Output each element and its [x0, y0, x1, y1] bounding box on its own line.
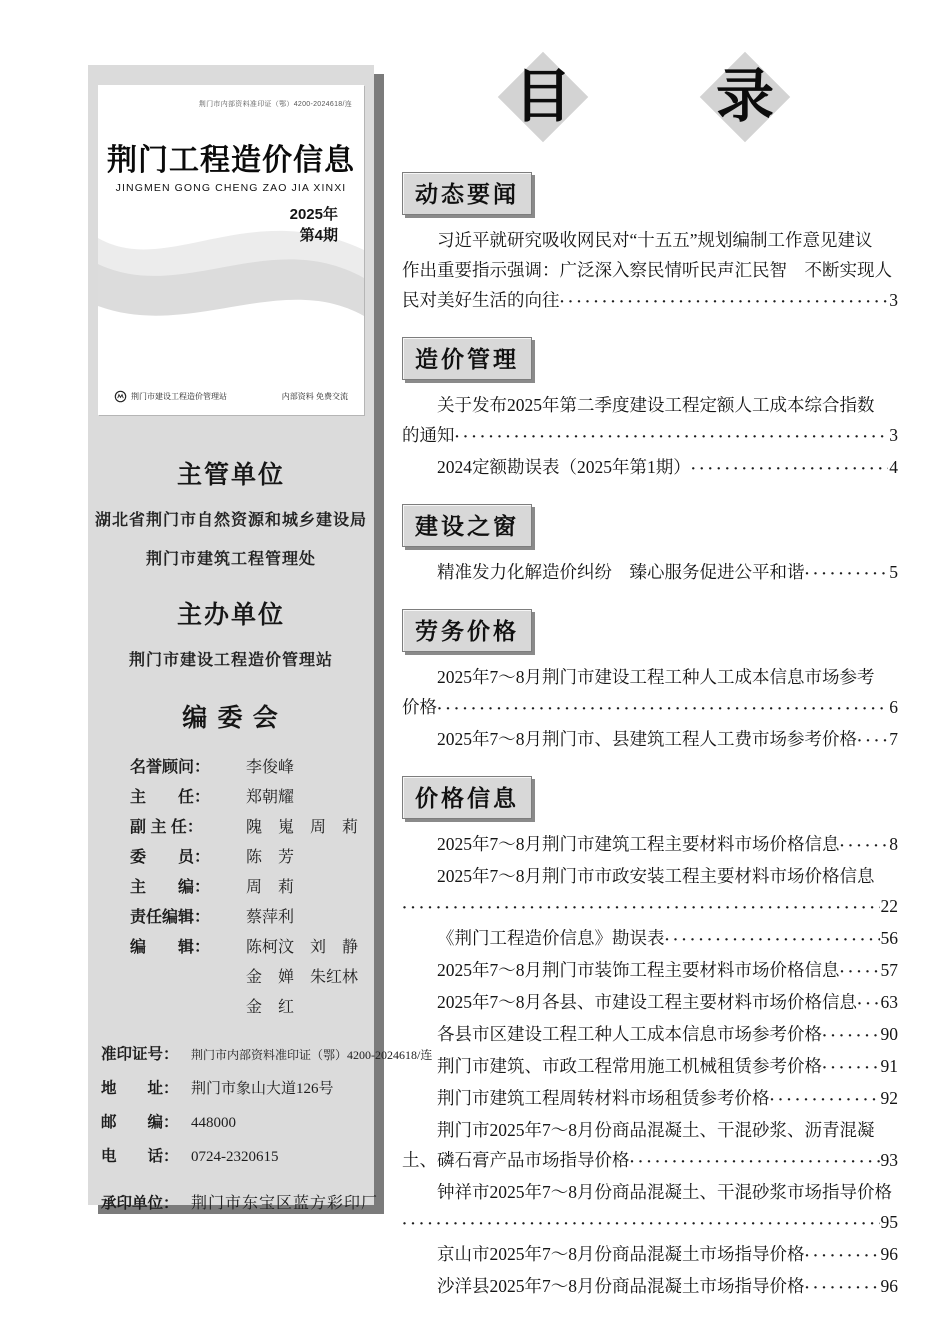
toc-entry-line — [402, 1051, 898, 1083]
toc-entry-line — [402, 1239, 898, 1271]
cover-footer-left-text: 荆门市建设工程造价管理站 — [131, 392, 227, 401]
committee-row-label: 副 主 任： — [130, 818, 203, 836]
toc-entry — [402, 452, 898, 484]
section-header: 建设之窗 — [402, 504, 532, 547]
committee-heading: 编 委 会 — [182, 705, 280, 732]
section-entries — [402, 557, 898, 589]
toc-dotted-leader — [840, 955, 880, 987]
toc-entry — [402, 1115, 898, 1177]
toc-entry-line — [402, 1271, 898, 1303]
toc-section — [402, 609, 898, 756]
toc-entry-line — [402, 923, 898, 955]
cover-year: 2025年 — [289, 206, 338, 223]
toc-entry-text: 2025年7～8月荆门市建筑工程主要材料市场价格信息 — [437, 834, 840, 854]
info-row-value: 0724-2320615 — [191, 1149, 279, 1165]
toc-dotted-leader — [455, 420, 889, 452]
toc-sections — [402, 172, 898, 1303]
toc-dotted-leader — [822, 1019, 880, 1051]
toc-page-number: 22 — [880, 896, 898, 916]
toc-page-number: 56 — [880, 928, 898, 948]
info-row — [101, 1110, 364, 1144]
toc-entry-line — [402, 724, 898, 756]
toc-dotted-leader — [770, 1083, 880, 1115]
toc-entry-line: 作出重要指示强调：广泛深入察民情听民声汇民智 不断实现人 — [402, 260, 892, 280]
toc-entry-line: 习近平就研究吸收网民对“十五五”规划编制工作意见建议 — [437, 230, 873, 250]
toc-dotted-leader — [805, 1239, 880, 1271]
toc-entry-text: 沙洋县2025年7～8月份商品混凝土市场指导价格 — [437, 1276, 805, 1296]
toc-title — [498, 52, 898, 146]
section-header: 动态要闻 — [402, 172, 532, 215]
cover-permit-number: 荆门市内部资料准印证（鄂）4200-2024618/连 — [198, 101, 352, 108]
toc-entry-line — [402, 955, 898, 987]
toc-entry — [402, 987, 898, 1019]
toc-dotted-leader — [822, 1051, 880, 1083]
toc-entry — [402, 225, 898, 317]
toc-entry — [402, 390, 898, 452]
toc-entry-text: 京山市2025年7～8月份商品混凝土市场指导价格 — [437, 1244, 805, 1264]
supervisor-line-2: 荆门市建筑工程管理处 — [145, 551, 316, 568]
section-header: 价格信息 — [402, 776, 532, 819]
toc-entry-line — [402, 891, 898, 923]
cover-title-pinyin: JINGMEN GONG CHENG ZAO JIA XINXI — [115, 182, 347, 194]
publisher-logo-icon — [114, 390, 127, 403]
toc-dotted-leader — [437, 692, 888, 724]
toc-entry-text: 《荆门工程造价信息》勘误表 — [437, 928, 665, 948]
info-row-label: 电 话： — [101, 1148, 179, 1165]
committee-row — [130, 930, 374, 960]
toc-entry-line: 2025年7～8月荆门市建设工程工种人工成本信息市场参考 — [437, 667, 875, 687]
toc-entry-line — [402, 420, 898, 452]
toc-entry — [402, 724, 898, 756]
toc-page-number: 63 — [880, 992, 898, 1012]
toc-entry-text: 2025年7～8月各县、市建设工程主要材料市场价格信息 — [437, 992, 857, 1012]
info-rows — [88, 1042, 433, 1178]
info-row — [101, 1076, 364, 1110]
printer-row-wrap — [88, 1190, 379, 1224]
toc-entry-line: 荆门市2025年7～8月份商品混凝土、干混砂浆、沥青混凝 — [437, 1120, 875, 1140]
section-entries — [402, 829, 898, 1303]
committee-row — [130, 960, 374, 990]
committee-row-value: 隗 嵬 周 莉 — [246, 818, 359, 836]
committee-row-value: 李俊峰 — [246, 758, 295, 776]
toc-entry — [402, 1239, 898, 1271]
toc-page-number: 93 — [880, 1150, 898, 1170]
cover-issue-block — [98, 204, 364, 246]
toc-section — [402, 504, 898, 589]
committee-row-value: 金 婵 朱红林 — [246, 968, 359, 986]
toc-entry-text: 价格 — [402, 697, 437, 717]
toc-entry-text: 各县市区建设工程工种人工成本信息市场参考价格 — [437, 1024, 822, 1044]
toc-entry — [402, 1083, 898, 1115]
organizer-heading: 主办单位 — [176, 602, 285, 629]
toc-dotted-leader — [630, 1145, 880, 1177]
toc-page-number: 90 — [880, 1024, 898, 1044]
toc-entry-line — [402, 285, 898, 317]
toc-page-number: 6 — [889, 697, 898, 717]
toc-title-char-1 — [498, 52, 588, 142]
info-row-label: 邮 编： — [101, 1114, 179, 1131]
toc-entry-line — [402, 1207, 898, 1239]
toc-dotted-leader — [857, 987, 880, 1019]
toc-entry — [402, 1177, 898, 1239]
committee-row-value: 陈柯汶 刘 静 — [246, 938, 359, 956]
committee-row — [130, 900, 374, 930]
section-header: 劳务价格 — [402, 609, 532, 652]
toc-entry-text: 2025年7～8月荆门市装饰工程主要材料市场价格信息 — [437, 960, 840, 980]
toc-page-number: 95 — [880, 1212, 898, 1232]
toc-page-number: 57 — [880, 960, 898, 980]
toc-dotted-leader — [665, 923, 880, 955]
section-entries — [402, 390, 898, 484]
printer-row-label: 承印单位： — [101, 1195, 179, 1212]
toc-page-number: 3 — [889, 425, 898, 445]
committee-row-label: 委 员： — [130, 848, 211, 866]
toc-dotted-leader — [691, 452, 889, 484]
toc-entry-text: 的通知 — [402, 425, 455, 445]
toc-entry-line — [402, 829, 898, 861]
toc-dotted-leader — [840, 829, 889, 861]
toc-main-column — [402, 52, 898, 1323]
section-entries — [402, 225, 898, 317]
toc-entry-text: 荆门市建筑、市政工程常用施工机械租赁参考价格 — [437, 1056, 822, 1076]
supervisor-line-1: 湖北省荆门市自然资源和城乡建设局 — [94, 512, 367, 529]
toc-entry — [402, 861, 898, 923]
cover-title: 荆门工程造价信息 — [107, 144, 355, 177]
committee-rows — [88, 750, 374, 1020]
committee-row-value: 蔡萍利 — [246, 908, 295, 926]
toc-entry-text: 2025年7～8月荆门市、县建筑工程人工费市场参考价格 — [437, 729, 857, 749]
toc-entry — [402, 557, 898, 589]
committee-row-value: 金 红 — [246, 998, 295, 1016]
toc-page-number: 3 — [889, 290, 898, 310]
toc-entry-line — [402, 692, 898, 724]
toc-page-number: 91 — [880, 1056, 898, 1076]
committee-row-label: 名誉顾问： — [130, 758, 211, 776]
toc-entry-line: 2025年7～8月荆门市市政安装工程主要材料市场价格信息 — [437, 866, 875, 886]
toc-entry — [402, 1271, 898, 1303]
committee-row-label: 责任编辑： — [130, 908, 211, 926]
info-row — [101, 1144, 364, 1178]
toc-entry — [402, 1019, 898, 1051]
toc-title-char-2 — [700, 52, 790, 142]
committee-row — [130, 990, 374, 1020]
toc-entry-line: 钟祥市2025年7～8月份商品混凝土、干混砂浆市场指导价格 — [437, 1182, 892, 1202]
info-row — [101, 1042, 433, 1076]
supervisor-heading: 主管单位 — [176, 462, 285, 489]
toc-dotted-leader — [402, 1207, 880, 1239]
toc-section — [402, 776, 898, 1303]
magazine-cover — [98, 85, 364, 415]
toc-entry — [402, 955, 898, 987]
toc-page-number: 4 — [889, 457, 898, 477]
toc-page-number: 96 — [880, 1276, 898, 1296]
toc-dotted-leader — [805, 557, 889, 589]
toc-entry-line — [402, 987, 898, 1019]
toc-title-char-text: 录 — [715, 64, 774, 129]
committee-row — [130, 870, 374, 900]
toc-entry-line — [402, 1019, 898, 1051]
committee-row-label: 主 任： — [130, 788, 211, 806]
committee-row-value: 周 莉 — [246, 878, 295, 896]
toc-page-number: 92 — [880, 1088, 898, 1108]
toc-entry-line — [402, 1083, 898, 1115]
committee-row — [130, 840, 374, 870]
toc-entry — [402, 662, 898, 724]
toc-entry-text: 荆门市建筑工程周转材料市场租赁参考价格 — [437, 1088, 770, 1108]
toc-entry-line: 关于发布2025年第二季度建设工程定额人工成本综合指数 — [437, 395, 875, 415]
section-entries — [402, 662, 898, 756]
printer-row — [101, 1190, 379, 1224]
committee-row — [130, 780, 374, 810]
toc-section — [402, 172, 898, 317]
toc-entry-line — [402, 557, 898, 589]
committee-row-label: 主 编： — [130, 878, 211, 896]
info-row-value: 荆门市象山大道126号 — [191, 1081, 334, 1097]
organizer-line-1: 荆门市建设工程造价管理站 — [128, 652, 333, 669]
toc-page-number: 5 — [889, 562, 898, 582]
toc-title-char-text: 目 — [513, 64, 572, 129]
toc-entry — [402, 1051, 898, 1083]
toc-section — [402, 337, 898, 484]
toc-dotted-leader — [805, 1271, 880, 1303]
toc-entry — [402, 923, 898, 955]
toc-entry-text: 2024定额勘误表（2025年第1期） — [437, 457, 691, 477]
toc-dotted-leader — [560, 285, 889, 317]
cover-footer-publisher — [114, 390, 227, 403]
toc-page-number: 8 — [889, 834, 898, 854]
printer-row-value: 荆门市东宝区蓝方彩印厂 — [191, 1195, 379, 1212]
toc-dotted-leader — [857, 724, 888, 756]
info-row-value: 荆门市内部资料准印证（鄂）4200-2024618/连 — [191, 1048, 433, 1062]
info-row-label: 地 址： — [101, 1080, 179, 1097]
toc-page-number: 7 — [889, 729, 898, 749]
toc-entry-line — [402, 1145, 898, 1177]
toc-entry-line — [402, 452, 898, 484]
toc-entry — [402, 829, 898, 861]
toc-entry-text: 精准发力化解造价纠纷 臻心服务促进公平和谐 — [437, 562, 805, 582]
toc-entry-text: 民对美好生活的向往 — [402, 290, 560, 310]
committee-row — [130, 750, 374, 780]
toc-page-number: 96 — [880, 1244, 898, 1264]
info-row-value: 448000 — [191, 1115, 236, 1131]
toc-entry-text: 土、磷石膏产品市场指导价格 — [402, 1150, 630, 1170]
cover-footer — [98, 390, 364, 403]
committee-row-value: 陈 芳 — [246, 848, 295, 866]
committee-row — [130, 810, 374, 840]
committee-row-value: 郑朝耀 — [246, 788, 295, 806]
section-header: 造价管理 — [402, 337, 532, 380]
toc-dotted-leader — [402, 891, 880, 923]
cover-footer-right-text: 内部资料 免费交流 — [281, 392, 348, 401]
committee-row-label: 编 辑： — [130, 938, 211, 956]
cover-issue: 第4期 — [299, 227, 338, 244]
info-row-label: 准印证号： — [101, 1046, 179, 1063]
